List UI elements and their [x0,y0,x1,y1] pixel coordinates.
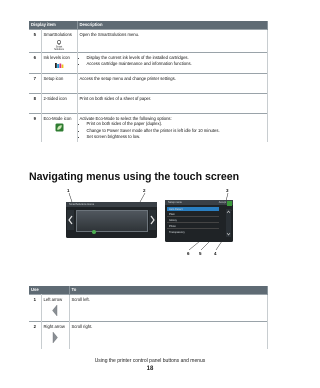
smartsolutions-icon [44,39,75,51]
table-row [29,114,268,142]
menu-item-selected[interactable]: Auto Detect [167,207,219,211]
scrollbar[interactable] [226,209,231,237]
item-label: SmartSolutions [43,31,72,37]
table-row [29,30,268,53]
item-description: Scroll right. [69,322,268,349]
right-screen-title: Setup menu [165,200,233,205]
row-number: 6 [29,53,41,74]
menu-item[interactable]: Transparency [169,230,185,234]
table-header-row [29,286,268,295]
callout-4: 4 [214,251,217,256]
table-row [29,295,268,322]
item-label: Setup icon [41,74,77,94]
item-label: Left arrow [43,296,63,302]
callout-1: 1 [67,188,70,193]
row-number: 1 [29,295,41,322]
header-description: Description [77,21,268,30]
menu-item[interactable]: Photo [167,224,219,229]
display-items-table [29,21,268,142]
row-number: 5 [29,30,41,53]
header-use: Use [29,286,69,295]
bullet-list [80,55,266,67]
left-arrow-button[interactable] [67,210,74,230]
row-number: 2 [29,322,41,349]
page-number: 18 [146,366,154,372]
eco-mode-icon [44,123,75,132]
callout-3: 3 [226,188,229,193]
item-description: Scroll left. [69,295,268,322]
right-screen [165,200,233,242]
use-table [29,286,268,349]
left-screen-title: SmartSolutions Home [66,202,157,207]
item-label: Eco-Mode icon [43,116,72,122]
right-arrow-button[interactable] [149,210,156,230]
callout-2: 2 [143,188,146,193]
callout-6: 6 [187,251,190,256]
item-description: Print on both sides of a sheet of paper. [77,94,268,114]
list-item: • Set screen brightness to low. [87,134,266,139]
item-description: Access the setup menu and change printer settings. [77,74,268,94]
ink-levels-icon [44,62,75,68]
row-number: 9 [29,114,41,142]
accept-label: Accept [218,200,226,204]
bullet-list [80,121,266,139]
right-arrow-icon [44,331,67,344]
item-label: 2-Sided icon [41,94,77,114]
status-dot [92,230,96,234]
row-number: 8 [29,94,41,114]
footer-chapter-title: Using the printer control panel buttons and menus [94,358,206,364]
section-heading: Navigating menus using the touch screen [29,171,240,183]
table-row [29,74,268,94]
table-row [29,53,268,74]
item-description: Activate Eco-Mode to select the following options: [79,116,172,122]
table-row [29,322,268,349]
menu-item[interactable]: Glossy [167,218,219,223]
callout-5: 5 [199,251,202,256]
header-display-item: Display item [29,21,77,30]
list-item: • Print on both sides of the paper (duplex). [87,121,266,126]
svg-text:Solutions: Solutions [54,47,64,51]
item-label: Ink levels icon [43,55,70,61]
accept-button[interactable] [227,201,232,206]
row-number: 7 [29,74,41,94]
left-screen [66,202,157,238]
menu-item[interactable]: Plain [167,212,219,217]
table-header-row [29,21,268,30]
item-description: Open the SmartSolutions menu. [77,30,268,53]
item-label: Right arrow [43,323,65,329]
header-to: To [69,286,268,295]
list-item: • Change to Power Saver mode after the printer is left idle for 10 minutes. [87,128,266,133]
left-arrow-icon [44,304,67,317]
list-item: • Access cartridge maintenance and information functions. [87,61,266,66]
list-item: • Display the current ink levels of the installed cartridges. [87,55,266,60]
menu-list [167,207,219,234]
table-row [29,94,268,114]
left-screen-content [76,210,148,232]
svg-text:Smart: Smart [55,45,63,49]
